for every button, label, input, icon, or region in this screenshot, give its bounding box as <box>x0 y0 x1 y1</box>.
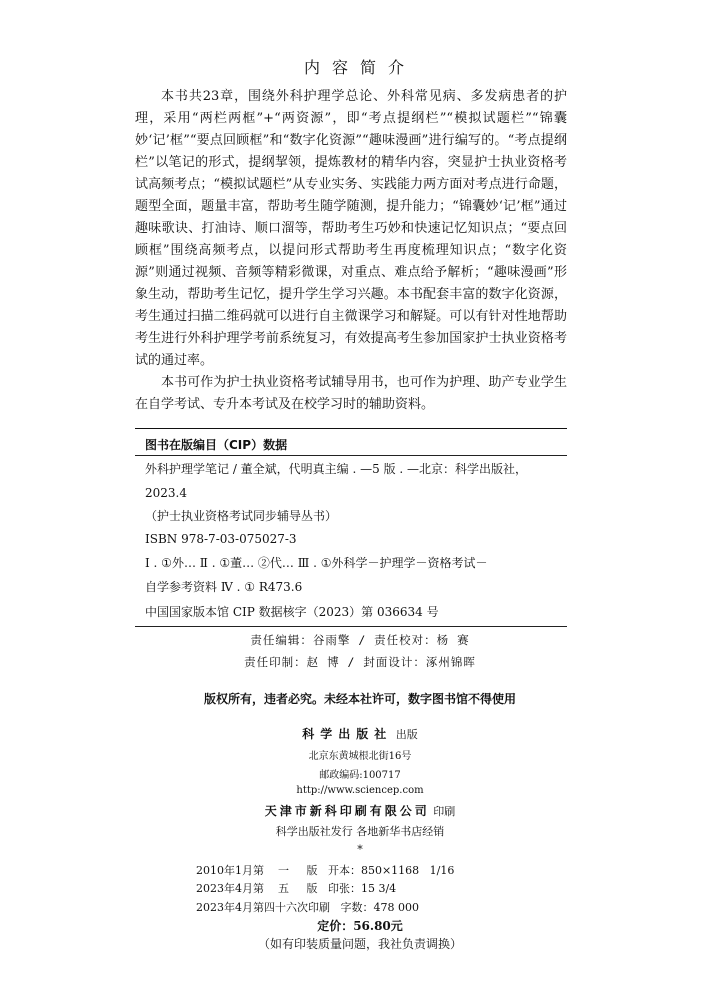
publisher-address: 北京东黄城根北街16号 <box>308 751 412 762</box>
cip-line: Ⅰ . ①外… Ⅱ . ①董… ②代… Ⅲ . ①外科学－护理学－资格考试－ <box>145 556 488 570</box>
printer-name: 天津市新科印刷有限公司 <box>264 804 430 818</box>
cip-series: （护士执业资格考试同步辅导丛书） <box>145 509 338 523</box>
distribution-line: 科学出版社发行 各地新华书店经销 <box>275 825 445 838</box>
cip-heading-rule <box>135 455 567 456</box>
intro-title: 内容简介 <box>303 58 416 77</box>
edition-row: 2023年4月第 五 版 印张：15 3/4 <box>196 882 397 895</box>
editors-line: 责任编辑：谷雨擎 / 责任校对：杨 赛 <box>250 633 470 647</box>
cip-isbn: ISBN 978-7-03-075027-3 <box>145 532 297 546</box>
price-label: 定价：56.80元 <box>317 919 403 933</box>
printer-suffix: 印刷 <box>433 805 456 818</box>
cip-heading: 图书在版编目（CIP）数据 <box>145 438 288 452</box>
cip-line: 自学参考资料 Ⅳ . ① R473.6 <box>145 580 303 594</box>
edition-row: 2023年4月第四十六次印刷 字数：478 000 <box>196 901 419 914</box>
edition-row: 2010年1月第 一 版 开本：850×1168 1/16 <box>196 864 455 877</box>
quality-note: （如有印装质量问题，我社负责调换） <box>257 937 462 951</box>
publisher-suffix: 出版 <box>395 728 418 741</box>
publisher-line <box>0 725 720 742</box>
cip-number: 中国国家版本馆 CIP 数据核字（2023）第 036634 号 <box>145 605 439 619</box>
intro-text <box>135 86 567 416</box>
cip-top-rule <box>135 428 567 429</box>
intro-paragraph-1: 本书共23章，围绕外科护理学总论、外科常见病、多发病患者的护理，采用“两栏两框”+“两资源”，即“考点提纲栏”“模拟试题栏”“锦囊妙‘记’框”“要点回顾框”和“数字化资源”“趣味漫画”进行编写的。“考点提纲栏”以笔记的形式，提纲挈领，提炼教材的精华内容，突显护士执业资格考试高频考点；“模拟试题栏”从专业实务、实践能力两方面对考点进行命题，题型全面，题量丰富，帮助考生随学随测，提升能力；“锦囊妙‘记’框”通过趣味歌诀、打油诗、顺口溜等，帮助考生巧妙和快速记忆知识点；“要点回顾框”围绕高频考点，以提问形式帮助考生再度梳理知识点；“数字化资源”则通过视频、音频等精彩微课，对重点、难点给予解析；“趣味漫画”形象生动，帮助考生记忆，提升学生学习兴趣。本书配套丰富的数字化资源，考生通过扫描二维码就可以进行自主微课学习和解疑。可以有针对性地帮助考生进行外科护理学考前系统复习，有效提高考生参加国家护士执业资格考试的通过率。 <box>135 89 567 368</box>
copyright-notice: 版权所有，违者必究。未经本社许可，数字图书馆不得使用 <box>203 692 516 706</box>
separator-star: * <box>357 843 363 856</box>
cip-line: 2023.4 <box>145 486 187 500</box>
intro-paragraph-2: 本书可作为护士执业资格考试辅导用书，也可作为护理、助产专业学生在自学考试、专升本考试及在校学习时的辅助资料。 <box>135 375 567 412</box>
cip-line: 外科护理学笔记 / 董全斌，代明真主编 . —5 版 . —北京：科学出版社， <box>145 462 528 476</box>
publisher-postcode: 邮政编码:100717 <box>319 770 401 781</box>
editors-line: 责任印制：赵 博 / 封面设计：涿州锦晖 <box>244 655 476 669</box>
publisher-website: http://www.sciencep.com <box>296 785 424 796</box>
cip-bottom-rule <box>135 626 567 627</box>
publisher-name: 科学出版社 <box>302 727 393 741</box>
printer-line <box>0 802 720 819</box>
